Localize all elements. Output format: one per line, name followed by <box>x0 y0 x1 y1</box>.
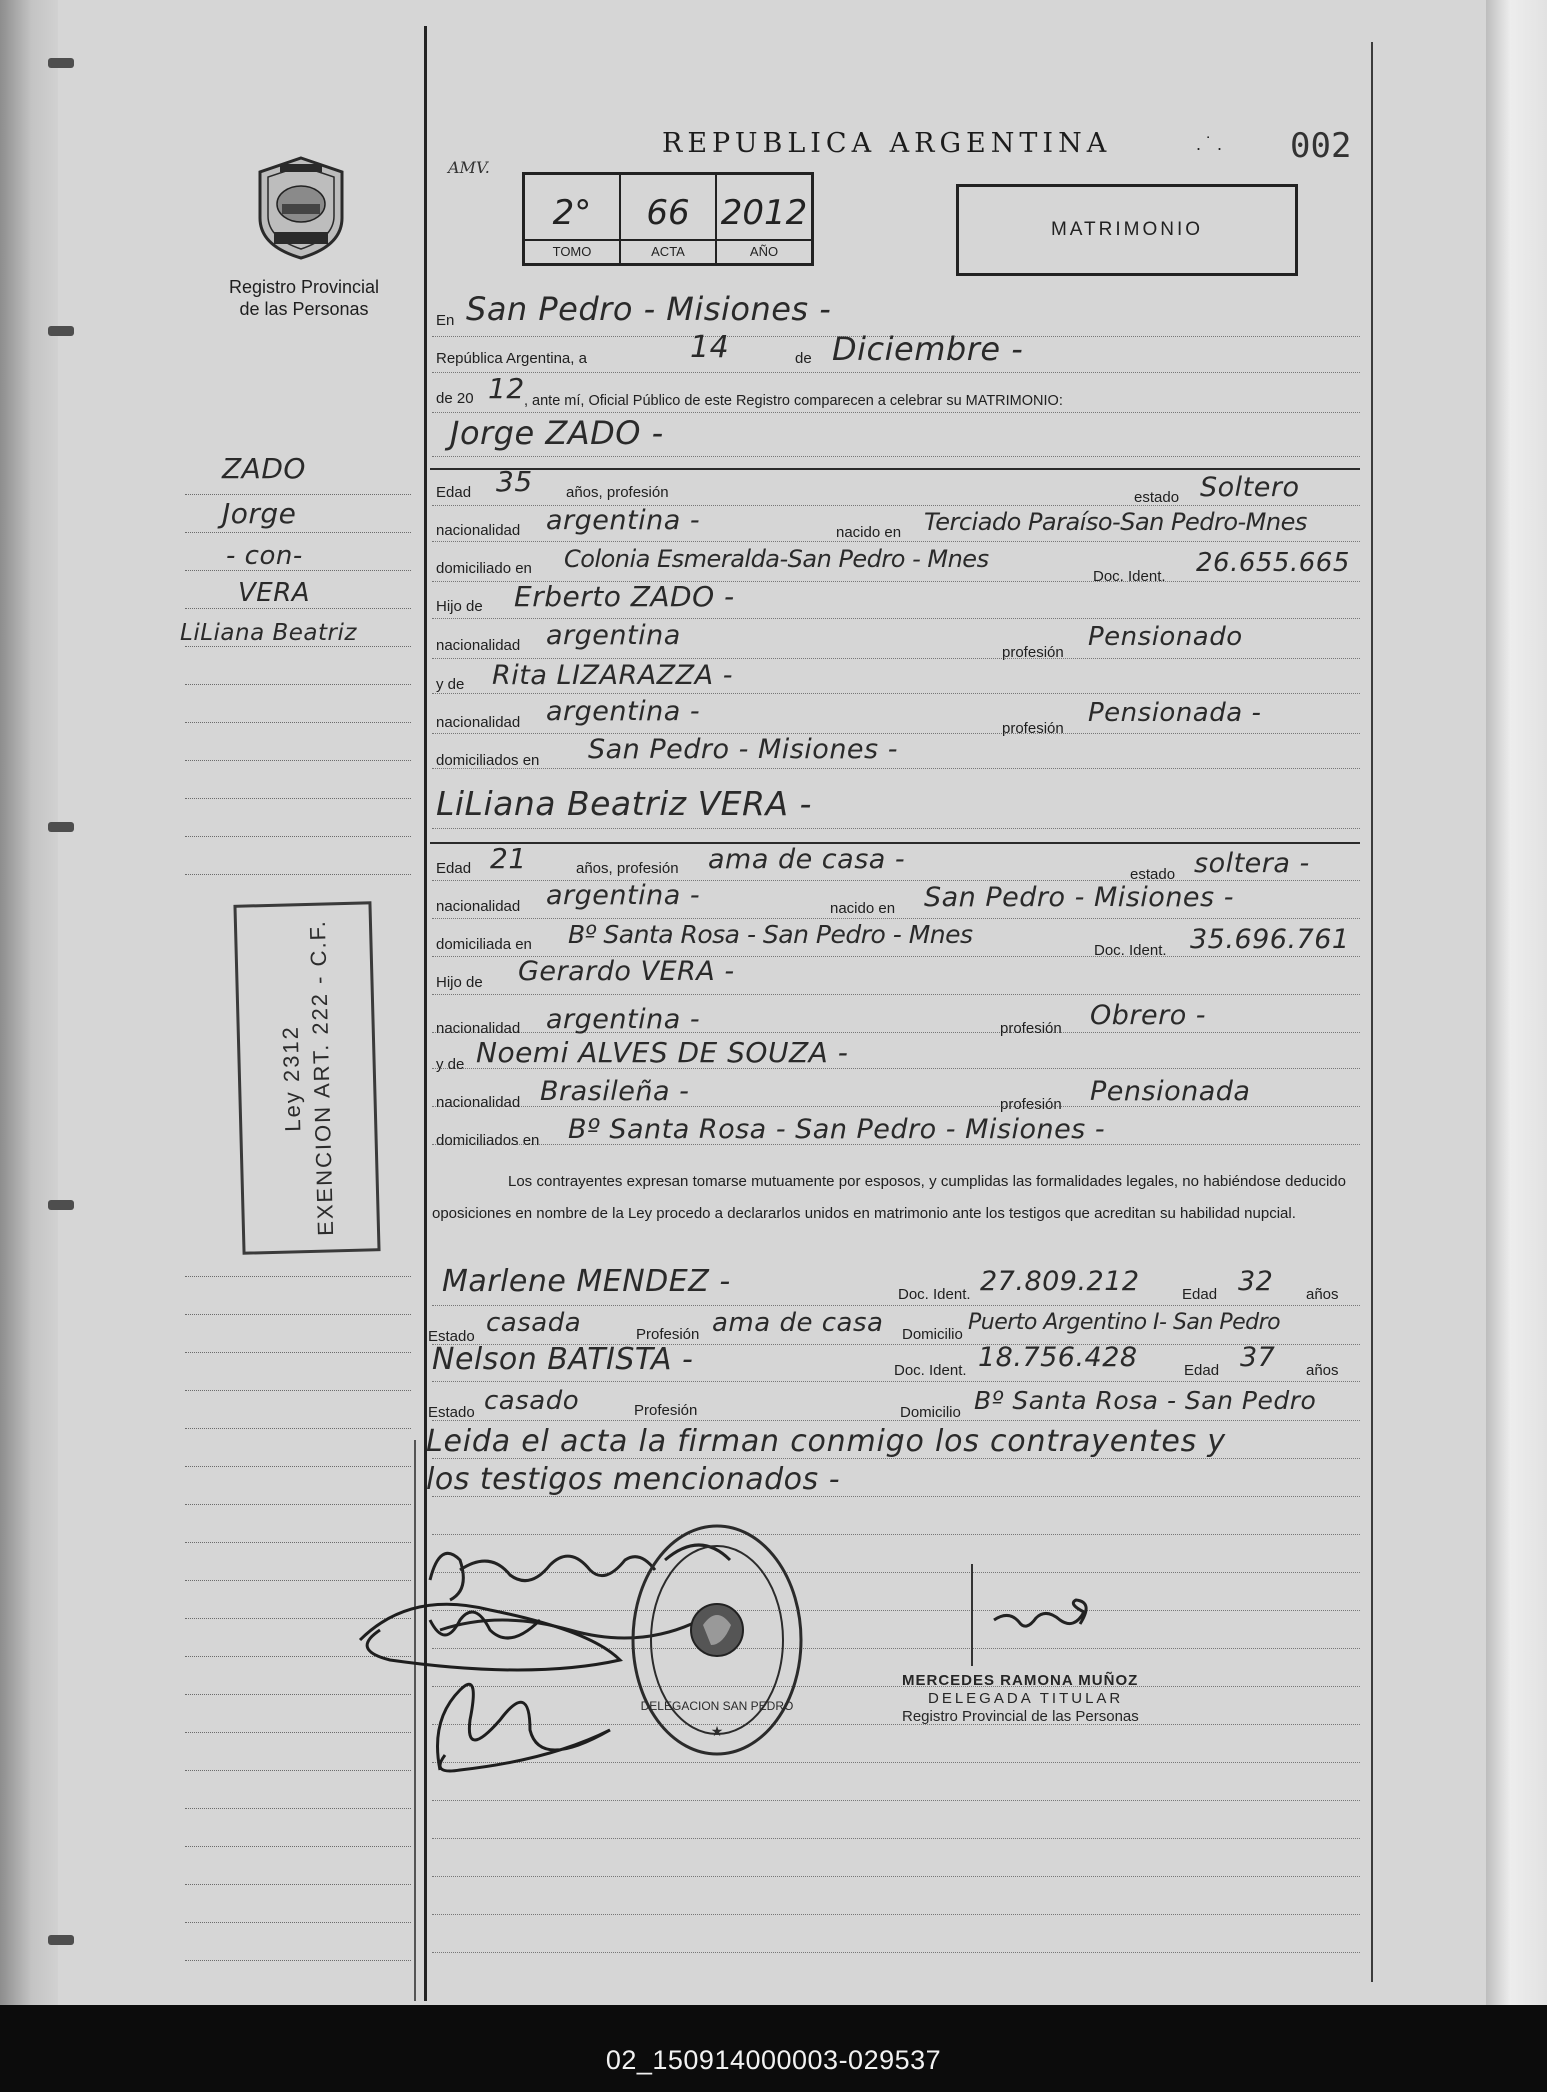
margin-line <box>185 608 411 609</box>
margin-con: - con- <box>226 541 303 571</box>
witness2-doc: 18.756.428 <box>978 1342 1138 1373</box>
groom-father-prof: Pensionado <box>1088 622 1243 652</box>
margin-line <box>185 1808 411 1809</box>
form-line <box>432 1305 1360 1306</box>
bride-estado: soltera - <box>1194 848 1310 879</box>
bride-mother-nac: Brasileña - <box>540 1076 690 1107</box>
margin-line <box>185 646 411 647</box>
margin-line <box>185 1846 411 1847</box>
groom-parents-dom: San Pedro - Misiones - <box>588 734 898 765</box>
official-block <box>902 1672 1139 1726</box>
binding-ring <box>48 1935 74 1945</box>
official-office: Registro Provincial de las Personas <box>902 1708 1139 1725</box>
exemption-stamp <box>233 901 380 1254</box>
margin-line <box>185 1504 411 1505</box>
groom-nacido-label: nacido en <box>836 524 902 541</box>
form-line <box>432 658 1360 659</box>
form-line <box>432 412 1360 413</box>
witness2-estado: casado <box>484 1386 580 1416</box>
heading-dots: . ˙ . <box>1196 134 1222 154</box>
groom-dom-label: domiciliado en <box>436 560 532 577</box>
form-line <box>432 994 1360 995</box>
margin-line <box>185 684 411 685</box>
signature-official <box>964 1560 1104 1670</box>
form-line <box>432 1952 1360 1953</box>
bride-estado-label: estado <box>1130 866 1176 883</box>
bride-edad: 21 <box>490 842 527 875</box>
margin-surname-bride: VERA <box>238 578 311 608</box>
bride-father: Gerardo VERA - <box>518 956 735 987</box>
official-seal-icon <box>628 1520 806 1760</box>
bride-doc: 35.696.761 <box>1190 924 1350 955</box>
bride-mother-nac-label: nacionalidad <box>436 1094 521 1111</box>
groom-yde-label: y de <box>436 676 465 693</box>
witness2-dom-label: Domicilio <box>900 1404 961 1421</box>
margin-line <box>185 798 411 799</box>
groom-hijo-label: Hijo de <box>436 598 483 615</box>
groom-doc-label: Doc. Ident. <box>1093 568 1166 585</box>
binding-ring <box>48 58 74 68</box>
form-line <box>432 1914 1360 1915</box>
svg-text:★: ★ <box>710 1723 724 1739</box>
margin-line <box>185 760 411 761</box>
bride-nac-label: nacionalidad <box>436 898 521 915</box>
section-divider <box>430 468 1360 470</box>
form-line <box>432 1838 1360 1839</box>
bride-name: LiLiana Beatriz VERA - <box>436 784 812 823</box>
bride-edad-label: Edad <box>436 860 472 877</box>
groom-father: Erberto ZADO - <box>514 580 735 613</box>
year-value: 12 <box>488 372 525 405</box>
margin-line <box>185 532 411 533</box>
margin-line <box>185 1542 411 1543</box>
bride-father-nac: argentina - <box>546 1004 701 1035</box>
registry-box <box>522 172 814 266</box>
bride-mother-prof-label: profesión <box>1000 1096 1062 1113</box>
witness2-doc-label: Doc. Ident. <box>894 1362 967 1379</box>
groom-mother-nac-label: nacionalidad <box>436 714 521 731</box>
groom-mother-prof: Pensionada - <box>1088 698 1262 728</box>
bride-nacido-label: nacido en <box>830 900 896 917</box>
bride-hijo-label: Hijo de <box>436 974 483 991</box>
bride-mother-prof: Pensionada <box>1090 1076 1251 1107</box>
tomo-label: TOMO <box>525 239 619 263</box>
witness1-anios-label: años <box>1306 1286 1339 1303</box>
bride-mother: Noemi ALVES DE SOUZA - <box>476 1036 849 1069</box>
year-prefix: de 20 <box>436 390 474 407</box>
groom-father-nac: argentina <box>546 620 681 651</box>
witness1-edad: 32 <box>1238 1266 1274 1297</box>
bride-parents-dom: Bº Santa Rosa - San Pedro - Misiones - <box>568 1114 1106 1145</box>
agency-name-line1: Registro Provincial <box>228 277 380 297</box>
groom-father-prof-label: profesión <box>1002 644 1064 661</box>
margin-line <box>185 874 411 875</box>
bride-nacido: San Pedro - Misiones - <box>924 882 1234 913</box>
witness1-edad-label: Edad <box>1182 1286 1218 1303</box>
witness2-name: Nelson BATISTA - <box>432 1342 694 1377</box>
margin-line <box>185 1314 411 1315</box>
groom-edad: 35 <box>496 465 533 498</box>
closing-line1: Leida el acta la firman conmigo los contrayentes y <box>426 1424 1226 1459</box>
agency-name <box>196 276 412 320</box>
margin-line <box>185 722 411 723</box>
acta-cell <box>619 175 715 263</box>
anio-cell <box>715 175 811 263</box>
form-line <box>432 1420 1360 1421</box>
witness2-edad: 37 <box>1240 1342 1276 1373</box>
groom-doc: 26.655.665 <box>1196 548 1350 578</box>
witness1-name: Marlene MENDEZ - <box>442 1264 731 1299</box>
book-binding <box>0 0 58 2005</box>
witness1-dom-label: Domicilio <box>902 1326 963 1343</box>
margin-line <box>185 1960 411 1961</box>
groom-father-nac-label: nacionalidad <box>436 637 521 654</box>
bride-father-prof-label: profesión <box>1000 1020 1062 1037</box>
form-line <box>432 828 1360 829</box>
margin-line <box>185 1466 411 1467</box>
en-label: En <box>436 312 455 329</box>
witness1-domicilio: Puerto Argentino I- San Pedro <box>968 1310 1281 1335</box>
signature-witness2 <box>420 1660 640 1780</box>
bride-nacionalidad: argentina - <box>546 880 701 911</box>
agency-name-line2: de las Personas <box>239 299 369 319</box>
form-line <box>432 618 1360 619</box>
groom-mother-prof-label: profesión <box>1002 720 1064 737</box>
form-line <box>432 1381 1360 1382</box>
page-edge <box>1486 0 1547 2005</box>
binding-ring <box>48 1200 74 1210</box>
place-value: San Pedro - Misiones - <box>466 290 832 328</box>
groom-nacionalidad: argentina - <box>546 505 701 536</box>
bride-yde-label: y de <box>436 1056 465 1073</box>
republica-label: República Argentina, a <box>436 350 587 367</box>
margin-line <box>185 1390 411 1391</box>
witness1-doc-label: Doc. Ident. <box>898 1286 971 1303</box>
form-line <box>432 768 1360 769</box>
page-heading: REPUBLICA ARGENTINA <box>662 128 1112 159</box>
official-name: MERCEDES RAMONA MUÑOZ <box>902 1672 1139 1689</box>
stamp-exemption: EXENCION ART. 222 - C.F. <box>304 919 339 1237</box>
form-line <box>432 541 1360 542</box>
closing-line2: los testigos mencionados - <box>426 1462 841 1497</box>
witness2-domicilio: Bº Santa Rosa - San Pedro <box>974 1386 1317 1415</box>
groom-doms-label: domiciliados en <box>436 752 540 769</box>
tomo-value: 2° <box>552 193 592 233</box>
form-line <box>432 918 1360 919</box>
binding-ring <box>48 326 74 336</box>
witness1-estado: casada <box>486 1308 582 1338</box>
official-seal-text: DELEGACION SAN PEDRO <box>640 1699 794 1713</box>
witness1-prof-label: Profesión <box>636 1326 700 1343</box>
groom-mother-nac: argentina - <box>546 696 701 727</box>
witness2-prof-label: Profesión <box>634 1402 698 1419</box>
bride-profesion: ama de casa - <box>708 844 906 875</box>
groom-edad-label: Edad <box>436 484 472 501</box>
acta-value: 66 <box>646 193 690 233</box>
witness2-edad-label: Edad <box>1184 1362 1220 1379</box>
binding-ring <box>48 822 74 832</box>
groom-domicilio: Colonia Esmeralda-San Pedro - Mnes <box>564 545 989 573</box>
anio-label: AÑO <box>717 239 811 263</box>
record-type-box: MATRIMONIO <box>956 184 1298 276</box>
margin-line <box>185 494 411 495</box>
form-line <box>432 372 1360 373</box>
image-id: 02_150914000003-029537 <box>605 2045 942 2075</box>
groom-nac-label: nacionalidad <box>436 522 521 539</box>
margin-line <box>185 1352 411 1353</box>
groom-anios-label: años, profesión <box>566 484 669 501</box>
groom-name: Jorge ZADO - <box>450 414 664 452</box>
margin-initials: AMV. <box>448 158 490 177</box>
official-title: DELEGADA TITULAR <box>928 1690 1124 1707</box>
province-seal-icon <box>252 154 350 262</box>
bride-father-nac-label: nacionalidad <box>436 1020 521 1037</box>
margin-line <box>185 836 411 837</box>
month-value: Diciembre - <box>832 330 1024 368</box>
acta-label: ACTA <box>621 239 715 263</box>
declaration-text: Los contrayentes expresan tomarse mutuamente por esposos, y cumplidas las formalidades legales, no habiéndose deducido oposiciones en nombre de la Ley procedo a declararlos unidos en matrimonio ante los testigos que acreditan su habilidad nupcial. <box>432 1173 1346 1222</box>
bride-doc-label: Doc. Ident. <box>1094 942 1167 959</box>
bride-father-prof: Obrero - <box>1090 1000 1207 1031</box>
form-border-right <box>1371 42 1373 1982</box>
witness2-estado-label: Estado <box>428 1404 475 1421</box>
witness1-profesion: ama de casa <box>712 1308 884 1338</box>
margin-name-bride: LiLiana Beatriz <box>180 620 357 646</box>
witness1-doc: 27.809.212 <box>980 1266 1140 1297</box>
groom-estado: Soltero <box>1200 472 1300 503</box>
bride-dom-label: domiciliada en <box>436 936 532 953</box>
anio-value: 2012 <box>720 193 808 233</box>
intro-statement: , ante mí, Oficial Público de este Registro comparecen a celebrar su MATRIMONIO: <box>524 393 1063 409</box>
margin-surname-groom: ZADO <box>222 452 306 485</box>
groom-mother: Rita LIZARAZZA - <box>492 660 733 691</box>
margin-line <box>185 1276 411 1277</box>
margin-line <box>185 1884 411 1885</box>
margin-line <box>185 1770 411 1771</box>
form-line <box>432 1876 1360 1877</box>
form-line <box>432 456 1360 457</box>
form-line <box>432 693 1360 694</box>
form-line <box>432 1800 1360 1801</box>
margin-line <box>185 1922 411 1923</box>
de-label: de <box>795 350 812 367</box>
margin-name-groom: Jorge <box>222 497 297 530</box>
page-number: 002 <box>1290 126 1352 166</box>
bride-domicilio: Bº Santa Rosa - San Pedro - Mnes <box>568 920 973 949</box>
groom-nacido: Terciado Paraíso-San Pedro-Mnes <box>924 508 1307 536</box>
margin-line <box>185 1428 411 1429</box>
tomo-cell <box>525 175 619 263</box>
bride-doms-label: domiciliados en <box>436 1132 540 1149</box>
witness1-estado-label: Estado <box>428 1328 475 1345</box>
bride-anios-label: años, profesión <box>576 860 679 877</box>
stamp-law: Ley 2312 <box>277 1024 306 1132</box>
day-value: 14 <box>690 330 730 365</box>
witness2-anios-label: años <box>1306 1362 1339 1379</box>
groom-estado-label: estado <box>1134 489 1180 506</box>
